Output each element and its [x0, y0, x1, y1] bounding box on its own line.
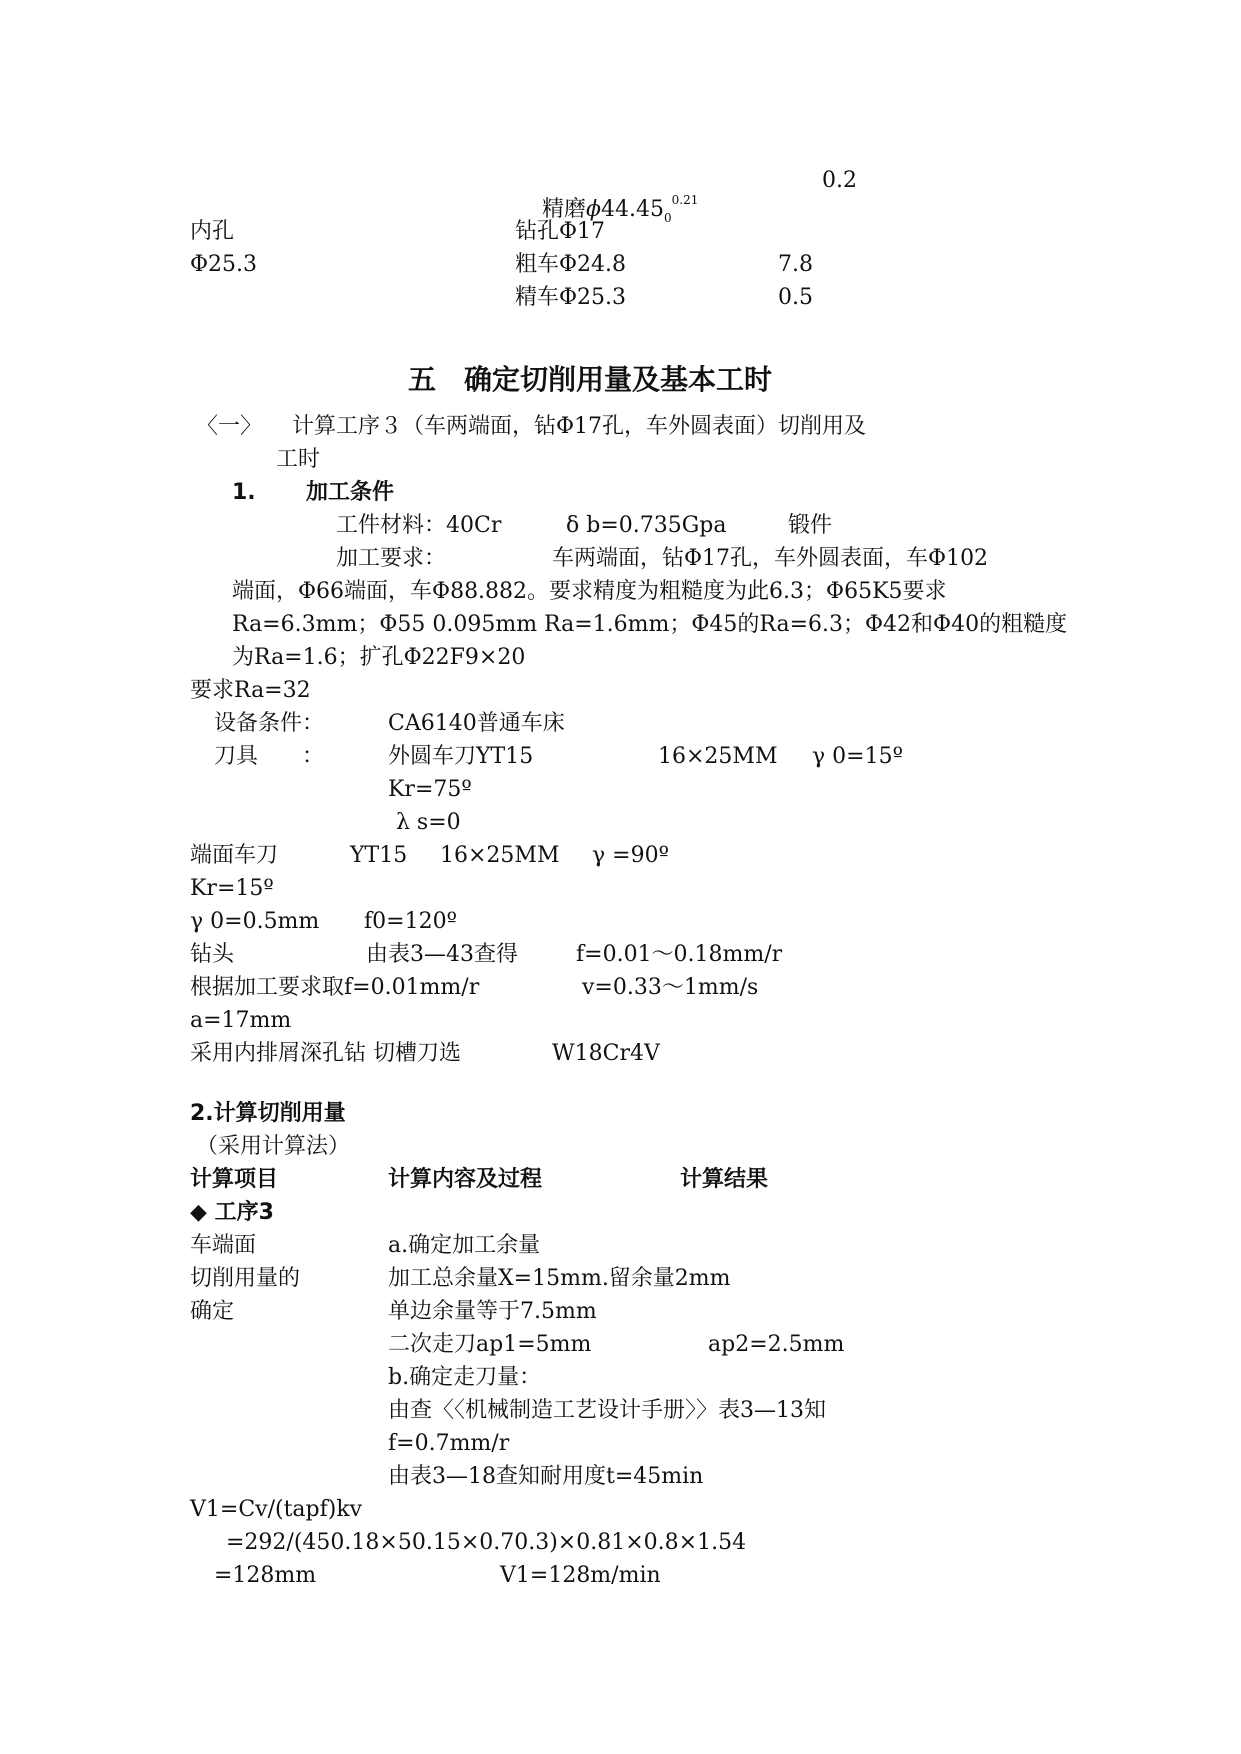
calc-content: 加工总余量X=15mm.留余量2mm — [388, 1266, 731, 1291]
gamma0-value: γ 0=0.5mm — [190, 909, 320, 934]
feed-basis: 根据加工要求取f=0.01mm/r — [190, 975, 480, 1000]
formula-line: V1=Cv/(tapf)kv — [190, 1497, 363, 1522]
formula-line: =128mm — [214, 1563, 317, 1588]
tool-kr: Kr=75º — [388, 777, 472, 802]
material-form: 锻件 — [788, 513, 833, 538]
deep-hole-material: W18Cr4V — [552, 1041, 660, 1066]
f0-value: f0=120º — [364, 909, 457, 934]
phi-symbol: ϕ — [586, 197, 602, 222]
tolerance-upper: 0.21 — [671, 193, 699, 207]
process-step-label: ◆ 工序3 — [190, 1200, 274, 1225]
calc-item: 确定 — [190, 1299, 235, 1324]
allowance-value: 0.5 — [778, 285, 813, 310]
drill-label: 钻头 — [190, 942, 235, 967]
calc-content: f=0.7mm/r — [388, 1431, 510, 1456]
requirement-label: 加工要求： — [336, 546, 447, 571]
calc-item: 切削用量的 — [190, 1266, 301, 1291]
a-value: a=17mm — [190, 1008, 292, 1033]
feature-label: 内孔 — [190, 219, 235, 244]
calc-content: ap2=2.5mm — [708, 1332, 845, 1357]
tool-label: 刀具 ： — [214, 744, 325, 769]
face-tool-kr: Kr=15º — [190, 876, 274, 901]
step-label: 粗车Φ24.8 — [515, 252, 627, 277]
requirement-text: 为Ra=1.6；扩孔Φ22F9×20 — [232, 645, 526, 670]
calc-content: 二次走刀ap1=5mm — [388, 1332, 592, 1357]
calc-item: 车端面 — [190, 1233, 257, 1258]
face-tool-size: 16×25MM — [440, 843, 560, 868]
calc-result: V1=128m/min — [500, 1563, 661, 1588]
calc-content: 由表3—18查知耐用度t=45min — [388, 1464, 704, 1489]
calc-content: 单边余量等于7.5mm — [388, 1299, 597, 1324]
calc-method: （采用计算法） — [196, 1134, 351, 1159]
column-header-result: 计算结果 — [680, 1167, 769, 1192]
calc-content: b.确定走刀量： — [388, 1365, 542, 1390]
tool-size: 16×25MM — [658, 744, 778, 769]
requirement-text: Ra=6.3mm；Φ55 0.095mm Ra=1.6mm；Φ45的Ra=6.3；Φ42和Φ40的粗糙度 — [232, 612, 1068, 637]
column-header-item: 计算项目 — [190, 1167, 279, 1192]
tool-rake-angle: γ 0=15º — [812, 744, 903, 769]
material-strength: δ b=0.735Gpa — [566, 513, 727, 538]
requirement-text: 端面，Φ66端面，车Φ88.882。要求精度为粗糙度为此6.3；Φ65K5要求 — [232, 579, 947, 604]
calc-heading: 2.计算切削用量 — [190, 1101, 346, 1126]
feature-label: Φ25.3 — [190, 252, 258, 277]
equipment-label: 设备条件： — [214, 711, 325, 736]
step-label: 精车Φ25.3 — [515, 285, 627, 310]
material-label: 工件材料：40Cr — [336, 513, 502, 538]
section-title: 五 确定切削用量及基本工时 — [408, 363, 773, 396]
subsection-title: 计算工序３（车两端面，钻Φ17孔，车外圆表面）切削用及 — [292, 414, 867, 439]
requirement-text: 车两端面，钻Φ17孔，车外圆表面，车Φ102 — [552, 546, 989, 571]
equipment-value: CA6140普通车床 — [388, 711, 565, 736]
dimension: 44.45 — [601, 197, 664, 222]
formula-line: =292/(450.18×50.15×0.70.3)×0.81×0.8×1.54 — [226, 1530, 747, 1555]
column-header-process: 计算内容及过程 — [388, 1167, 543, 1192]
calc-content: 由查〈〈机械制造工艺设计手册〉〉表3—13知 — [388, 1398, 826, 1423]
drill-feed-range: f=0.01～0.18mm/r — [576, 942, 783, 967]
face-tool-material: YT15 — [350, 843, 408, 868]
tolerance-lower: 0 — [664, 211, 672, 225]
drill-table-ref: 由表3—43查得 — [366, 942, 518, 967]
step-label: 钻孔Φ17 — [515, 219, 606, 244]
tool-value: 外圆车刀YT15 — [388, 744, 534, 769]
tool-lambda: λ s=0 — [396, 810, 461, 835]
heading-title: 加工条件 — [306, 480, 395, 505]
calc-content: a.确定加工余量 — [388, 1233, 541, 1258]
subsection-number: 〈一〉 — [196, 414, 263, 439]
subsection-title-cont: 工时 — [276, 447, 321, 472]
step-label: 精磨 — [542, 197, 587, 222]
allowance-value: 0.2 — [822, 168, 857, 193]
allowance-value: 7.8 — [778, 252, 813, 277]
face-tool-gamma: γ =90º — [592, 843, 669, 868]
requirement-text: 要求Ra=32 — [190, 678, 311, 703]
speed-range: v=0.33～1mm/s — [582, 975, 759, 1000]
face-tool-label: 端面车刀 — [190, 843, 279, 868]
deep-hole-text: 采用内排屑深孔钻 切槽刀选 — [190, 1041, 461, 1066]
heading-number: 1. — [232, 480, 256, 505]
